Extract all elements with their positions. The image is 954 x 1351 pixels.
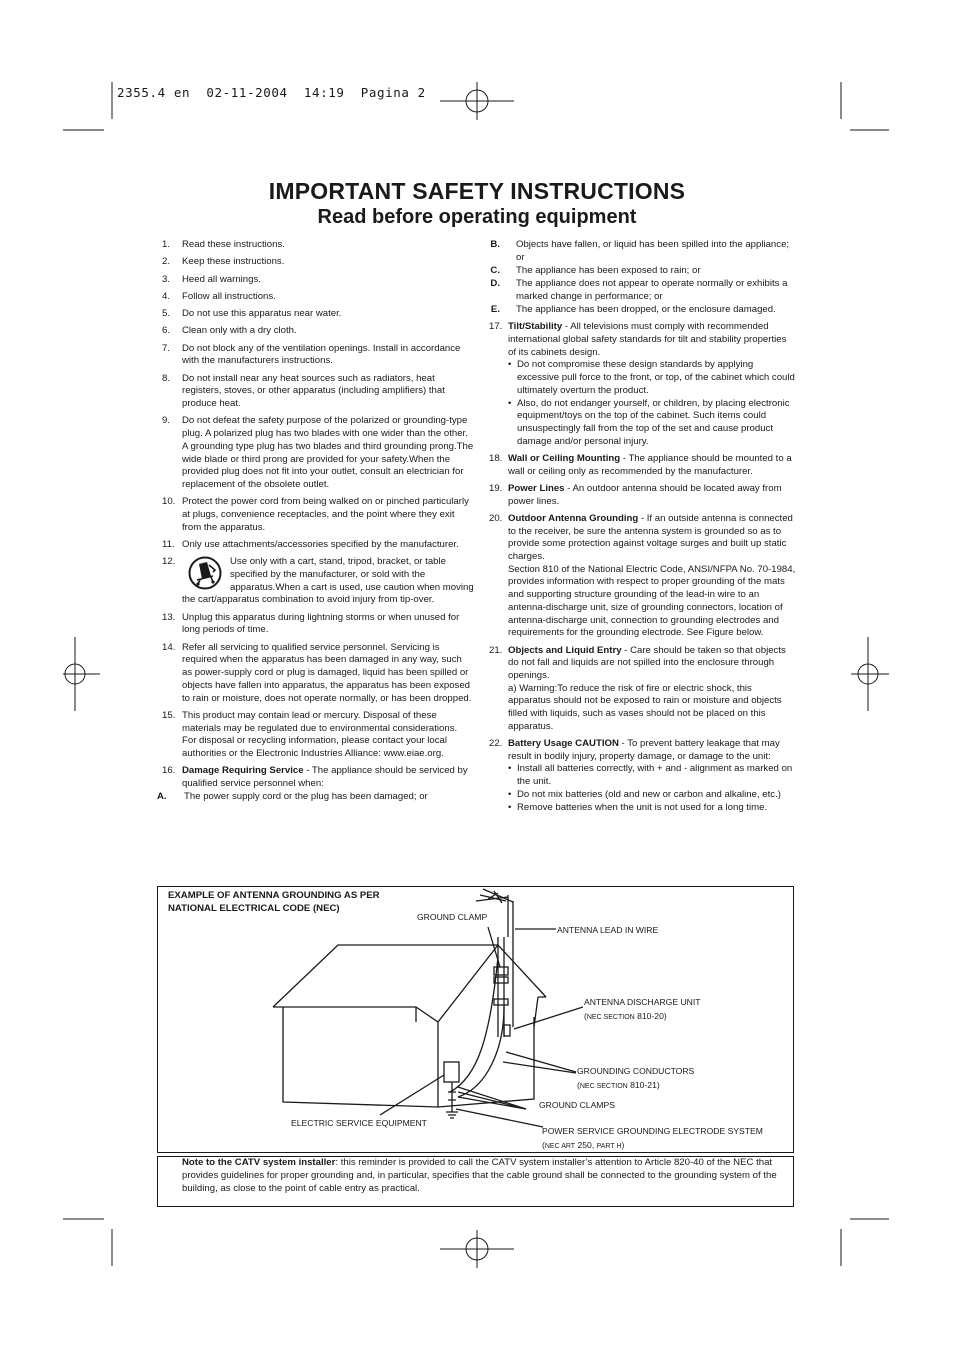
left-column xyxy=(157,239,474,804)
list-item: 7. Do not block any of the ventilation openings. Install in accordance with the manufacturers instructions. xyxy=(162,342,461,367)
label-discharge-unit: ANTENNA DISCHARGE UNIT (NEC SECTION 810-20) xyxy=(584,997,701,1021)
list-item: C. The appliance has been exposed to rain; or xyxy=(490,264,701,276)
list-item: 1. Read these instructions. xyxy=(162,239,285,250)
list-item: 3. Heed all warnings. xyxy=(162,273,261,285)
bullet-item: • Do not mix batteries (old and new or carbon and alkaline, etc.) xyxy=(508,789,797,802)
page-title: IMPORTANT SAFETY INSTRUCTIONS xyxy=(268,178,686,204)
list-item: 5. Do not use this apparatus near water. xyxy=(162,308,342,320)
label-grounding-conductors: GROUNDING CONDUCTORS (NEC SECTION 810-21) xyxy=(577,1066,695,1090)
label-service-equipment: ELECTRIC SERVICE EQUIPMENT xyxy=(291,1118,427,1128)
antenna-grounding-diagram xyxy=(157,886,794,1153)
list-item: D. The appliance does not appear to operate normally or exhibits a marked change in performance; or xyxy=(490,278,788,302)
list-item: 11. Only use attachments/accessories specified by the manufacturer. xyxy=(162,539,459,550)
label-grounding-electrode: POWER SERVICE GROUNDING ELECTRODE SYSTEM (NEC ART 250, PART H) xyxy=(542,1126,763,1150)
label-antenna-lead-in: ANTENNA LEAD IN WIRE xyxy=(557,925,659,935)
page-subtitle: Read before operating equipment xyxy=(317,206,637,228)
list-item: 8. Do not install near any heat sources such as radiators, heat registers, stoves, or other apparatus (including amplifiers) that produce heat. xyxy=(162,372,445,410)
list-item: 22. Battery Usage CAUTION - To prevent battery leakage that may result in bodily injury, property damage, or damage to the unit: • Install all batteries correctly, with + and - alignment as marked on the unit. • Do not mix batteries (old and new or carbon and alkaline, etc.) • Remove batteries when the unit is not used for a long time. xyxy=(489,738,797,814)
list-item: B. Objects have fallen, or liquid has been spilled into the appliance; or xyxy=(490,239,790,263)
diagram-heading: EXAMPLE OF ANTENNA GROUNDING AS PER NATIONAL ELECTRICAL CODE (NEC) xyxy=(168,890,380,914)
right-column xyxy=(489,239,797,819)
list-item-cart: 12. Use only with a cart, stand, tripod, bracket, or table specified by the manufacturer, or sold with the apparatus.When a cart is used, use caution when moving the cart/apparatus combination to avoid injury from tip-over. xyxy=(162,556,474,606)
label-ground-clamps: GROUND CLAMPS xyxy=(539,1100,615,1110)
bullet-item: • Remove batteries when the unit is not used for a long time. xyxy=(508,802,797,815)
list-item: 20. Outdoor Antenna Grounding - If an outside antenna is connected to the receiver, be sure the antenna system is grounded so as to provide some protection against voltage surges and built up static charges. Section 810 of the National Electric Code, ANSI/NFPA No. 70-1984, provides information with respect to proper grounding of the mats and supporting structure grounding of the lead-in wire to an antenna-discharge unit, size of grounding connectors, location of antenna-discharge unit, connection to grounding electrodes and requirements for the grounding electrode. See Figure below. xyxy=(489,512,796,639)
list-item: 21. Objects and Liquid Entry - Care should be taken so that objects do not fall and liquids are not spilled into the enclosure through openings. a) Warning:To reduce the risk of fire or electric shock, this apparatus should not be exposed to rain or moisture and objects filled with liquids, such as vases should not be placed on this apparatus. xyxy=(489,644,786,732)
list-item: 9. Do not defeat the safety purpose of the polarized or grounding-type plug. A polarized plug has two blades with one wider than the other. A grounding type plug has two blades and third grounding prong.The wide blade or third prong are provided for your safety.When the provided plug does not fit into your outlet, consult an electrician for replacement of the obsolete outlet. xyxy=(162,415,474,490)
list-item: 14. Refer all servicing to qualified service personnel. Servicing is required when the apparatus has been damaged in any way, such as power-supply cord or plug is damaged, liquid has been spilled or objects have fallen into apparatus, the apparatus has been exposed to rain or moisture, does not operate normally, or has been dropped. xyxy=(162,641,472,704)
cart-tipover-warning-icon xyxy=(188,556,222,590)
list-item: 2. Keep these instructions. xyxy=(162,256,285,268)
list-item: 16. Damage Requiring Service - The appliance should be serviced by qualified service personnel when: xyxy=(162,765,468,789)
list-item: 18. Wall or Ceiling Mounting - The appliance should be mounted to a wall or ceiling only as recommended by the manufacturer. xyxy=(489,452,792,477)
list-item: 17. Tilt/Stability - All televisions must comply with recommended international global safety standards for tilt and stability properties of its cabinets design. • Do not compromise these design standards by applying excessive pull force to the front, or top, of the cabinet which could ultimately overturn the product. • Also, do not endanger yourself, or children, by placing electronic equipment/toys on the top of the cabinet. Such items could unsuspectingly fall from the top of the set and cause product damage and/or personal injury. xyxy=(489,321,797,448)
list-item: 13. Unplug this apparatus during lightning storms or when unused for long periods of time. xyxy=(162,611,460,636)
list-item: 15. This product may contain lead or mercury. Disposal of these materials may be regulated due to environmental considerations. For disposal or recycling information, please contact your local authorities or the Electronic Industries Alliance: www.eiae.org. xyxy=(162,709,458,759)
list-item: 4. Follow all instructions. xyxy=(162,290,276,302)
bullet-item: • Also, do not endanger yourself, or children, by placing electronic equipment/toys on the top of the cabinet. Such items could unsuspectingly fall from the top of the set and cause product damage and/or personal injury. xyxy=(508,398,797,449)
bullet-item: • Do not compromise these design standards by applying excessive pull force to the front, or top, of the cabinet which could ultimately overturn the product. xyxy=(508,359,797,397)
print-slug: 2355.4 en 02-11-2004 14:19 Pagina 2 xyxy=(117,85,426,100)
list-item: A. The power supply cord or the plug has been damaged; or xyxy=(157,790,428,802)
bullet-item: • Install all batteries correctly, with + and - alignment as marked on the unit. xyxy=(508,763,797,788)
list-item: 19. Power Lines - An outdoor antenna should be located away from power lines. xyxy=(489,482,782,507)
label-ground-clamp: GROUND CLAMP xyxy=(417,912,488,922)
list-item: E. The appliance has been dropped, or the enclosure damaged. xyxy=(490,304,776,316)
list-item: 6. Clean only with a dry cloth. xyxy=(162,325,297,337)
catv-note: Note to the CATV system installer: this reminder is provided to call the CATV system installer’s attention to Article 820-40 of the NEC that provides guidelines for proper grounding and, in particular, specifies that the cable ground shall be connected to the grounding system of the building, as close to the point of cable entry as practical. xyxy=(157,1156,794,1207)
list-item: 10. Protect the power cord from being walked on or pinched particularly at plugs, convenience receptacles, and the point where they exit from the apparatus. xyxy=(162,496,469,533)
